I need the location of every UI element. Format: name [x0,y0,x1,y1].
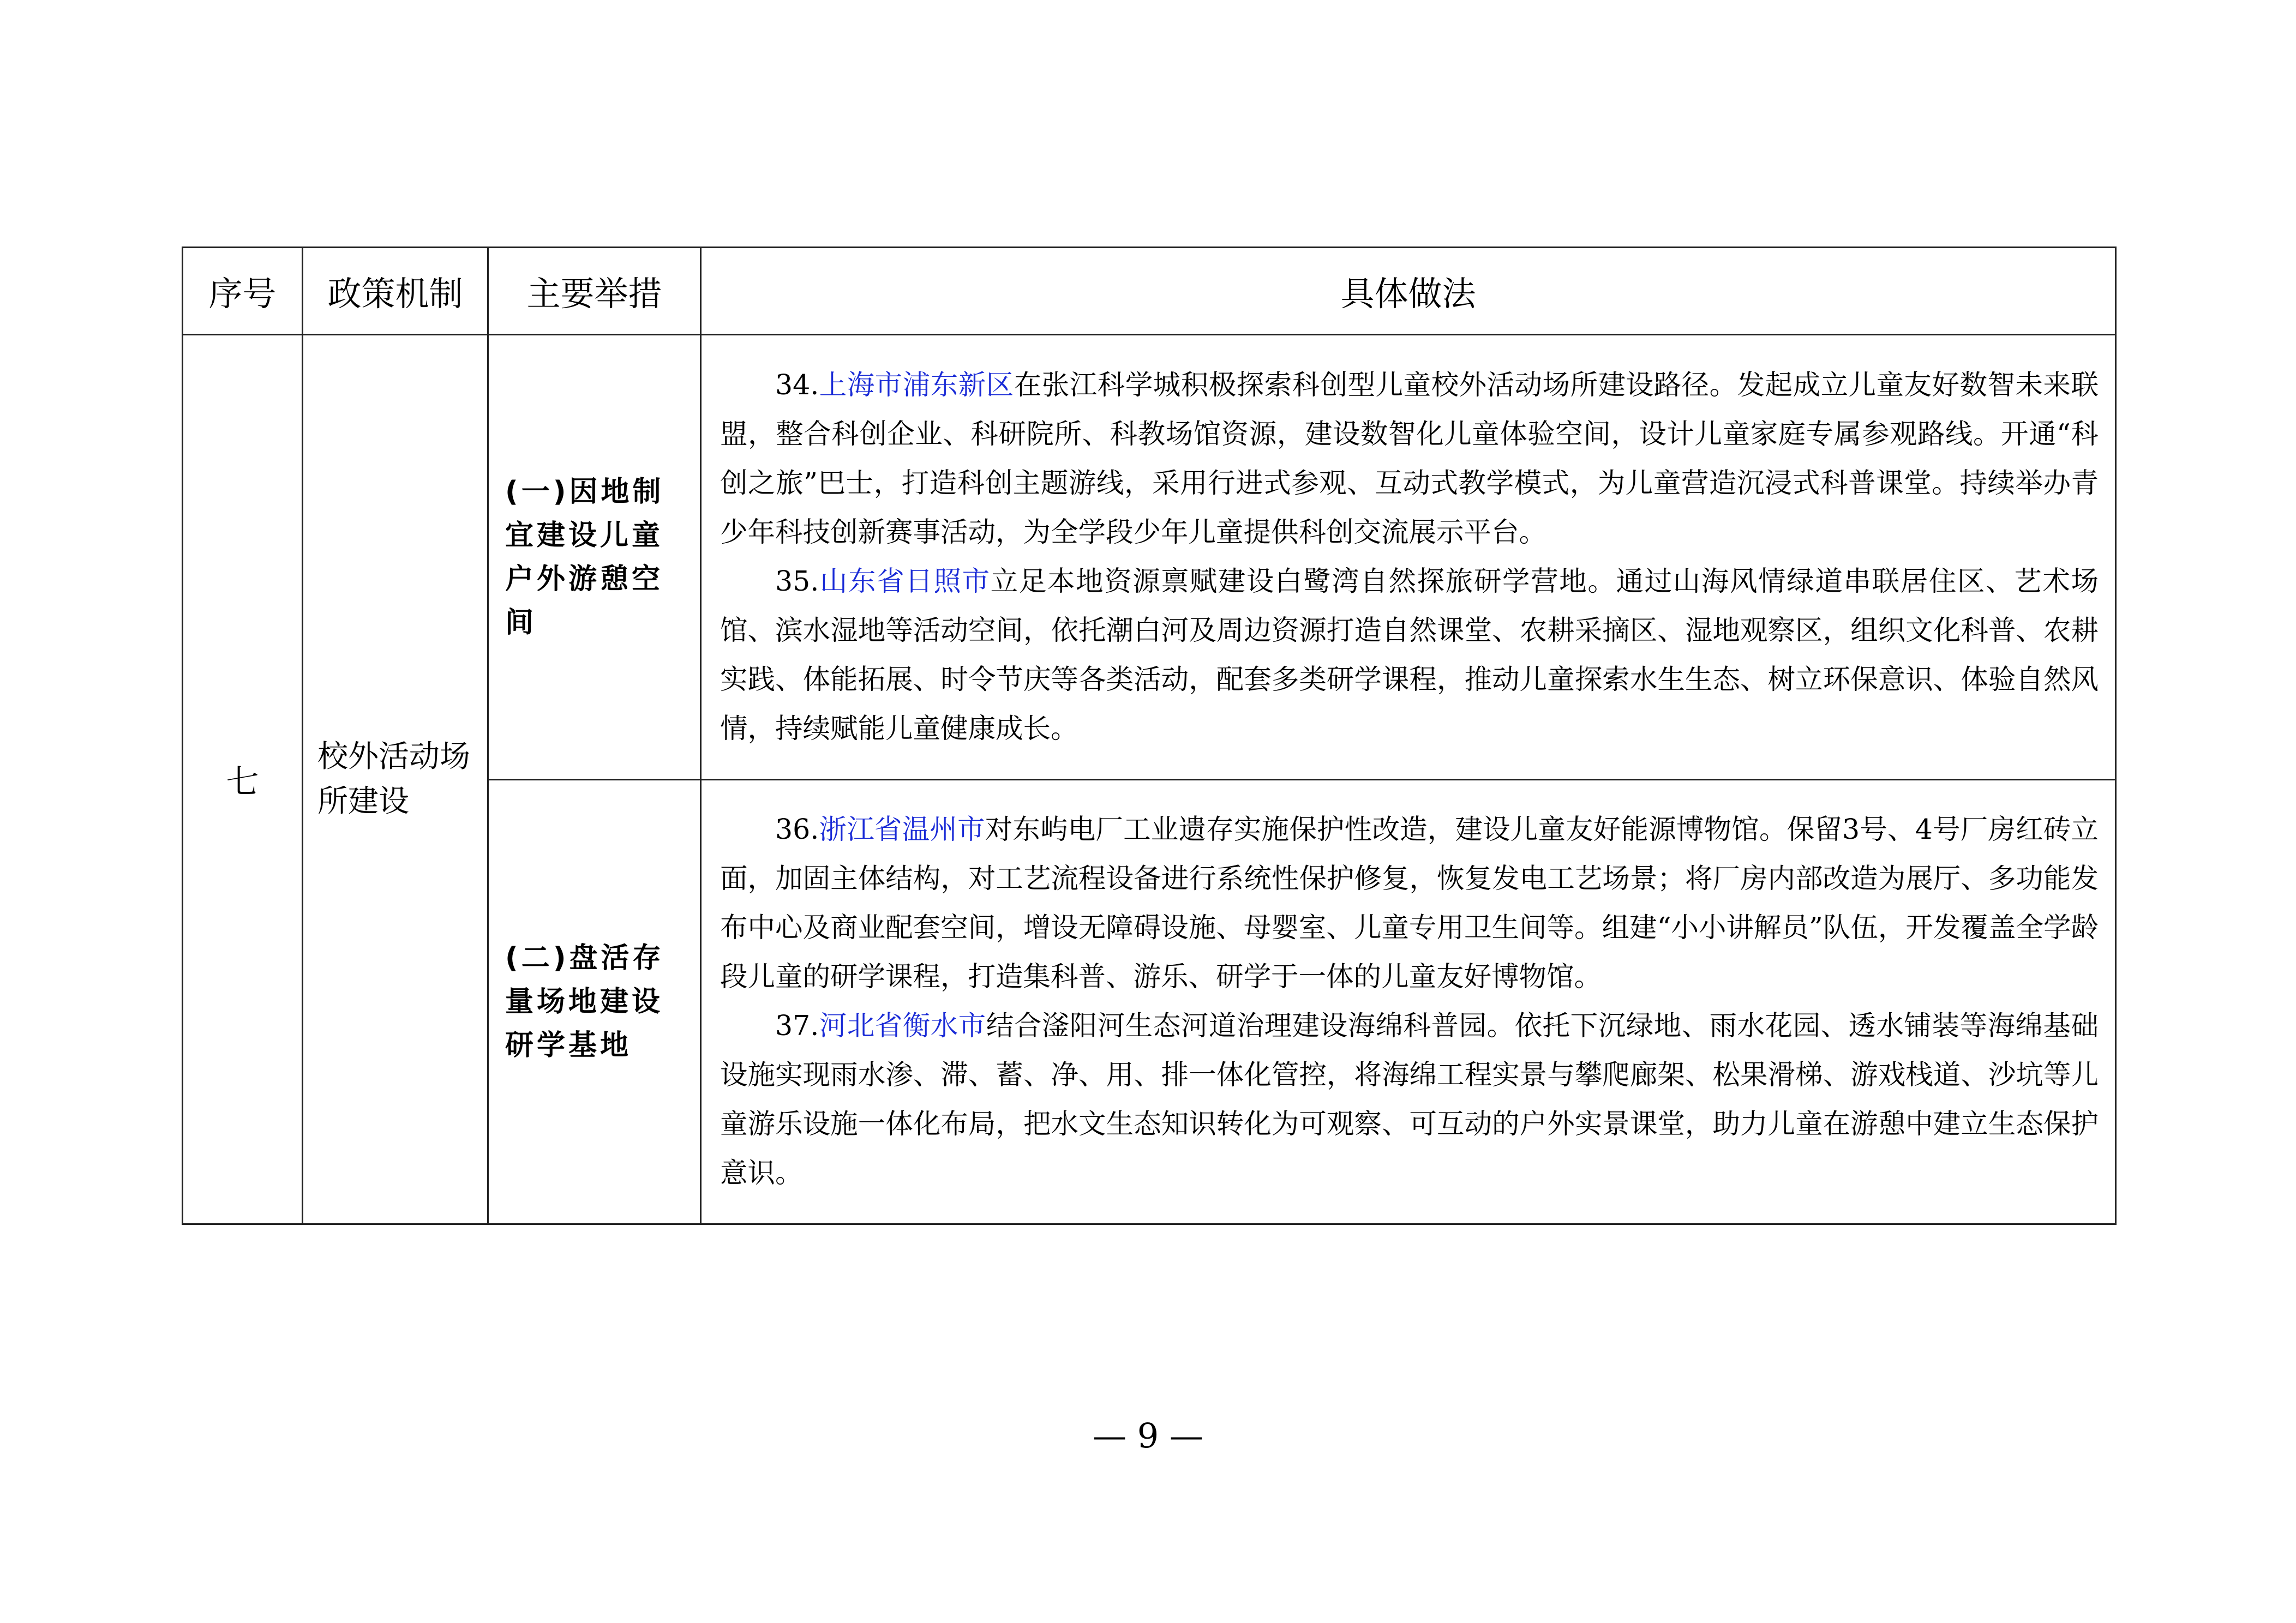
case-paragraph [720,360,2099,557]
case-number: 35. [775,564,819,597]
case-place: 山东省日照市 [819,564,991,597]
measure-cell-2: (二)盘活存量场地建设研学基地 [488,780,701,1224]
case-place: 浙江省温州市 [819,813,985,845]
case-paragraph [720,805,2099,1001]
case-text: 对东屿电厂工业遗存实施保护性改造，建设儿童友好能源博物馆。保留3号、4号厂房红砖立面，加固主体结构，对工艺流程设备进行系统性保护修复，恢复发电工艺场景；将厂房内部改造为展厅、多功能发布中心及商业配套空间，增设无障碍设施、母婴室、儿童专用卫生间等。组建“小小讲解员”队伍，开发覆盖全学龄段儿童的研学课程，打造集科普、游乐、研学于一体的儿童友好博物馆。 [720,813,2099,993]
case-number: 36. [775,813,819,845]
seq-cell: 七 [183,335,303,1224]
header-mechanism: 政策机制 [303,248,488,335]
header-seq: 序号 [183,248,303,335]
header-measure: 主要举措 [488,248,701,335]
detail-cell-2 [701,780,2116,1224]
case-paragraph [720,1001,2099,1198]
detail-cell-1 [701,335,2116,780]
case-paragraph [720,557,2099,753]
case-place: 上海市浦东新区 [819,368,1014,401]
case-text: 结合滏阳河生态河道治理建设海绵科普园。依托下沉绿地、雨水花园、透水铺装等海绵基础设施实现雨水渗、滞、蓄、净、用、排一体化管控，将海绵工程实景与攀爬廊架、松果滑梯、游戏栈道、沙坑等儿童游乐设施一体化布局，把水文生态知识转化为可观察、可互动的户外实景课堂，助力儿童在游憩中建立生态保护意识。 [720,1009,2099,1189]
case-number: 34. [775,368,819,401]
table-header-row [183,248,2116,335]
page-number: — 9 — [1093,1416,1203,1456]
case-text: 立足本地资源禀赋建设白鹭湾自然探旅研学营地。通过山海风情绿道串联居住区、艺术场馆、滨水湿地等活动空间，依托潮白河及周边资源打造自然课堂、农耕采摘区、湿地观察区，组织文化科普、农耕实践、体能拓展、时令节庆等各类活动，配套多类研学课程，推动儿童探索水生生态、树立环保意识、体验自然风情，持续赋能儿童健康成长。 [720,564,2099,744]
case-place: 河北省衡水市 [819,1009,986,1042]
case-number: 37. [775,1009,819,1042]
mechanism-cell: 校外活动场所建设 [303,335,488,1224]
policy-table [182,247,2117,1225]
table-row [183,335,2116,780]
header-detail: 具体做法 [701,248,2116,335]
measure-cell-1: (一)因地制宜建设儿童户外游憩空间 [488,335,701,780]
case-text: 在张江科学城积极探索科创型儿童校外活动场所建设路径。发起成立儿童友好数智未来联盟，整合科创企业、科研院所、科教场馆资源，建设数智化儿童体验空间，设计儿童家庭专属参观路线。开通“科创之旅”巴士，打造科创主题游线，采用行进式参观、互动式教学模式，为儿童营造沉浸式科普课堂。持续举办青少年科技创新赛事活动，为全学段少年儿童提供科创交流展示平台。 [720,368,2099,548]
